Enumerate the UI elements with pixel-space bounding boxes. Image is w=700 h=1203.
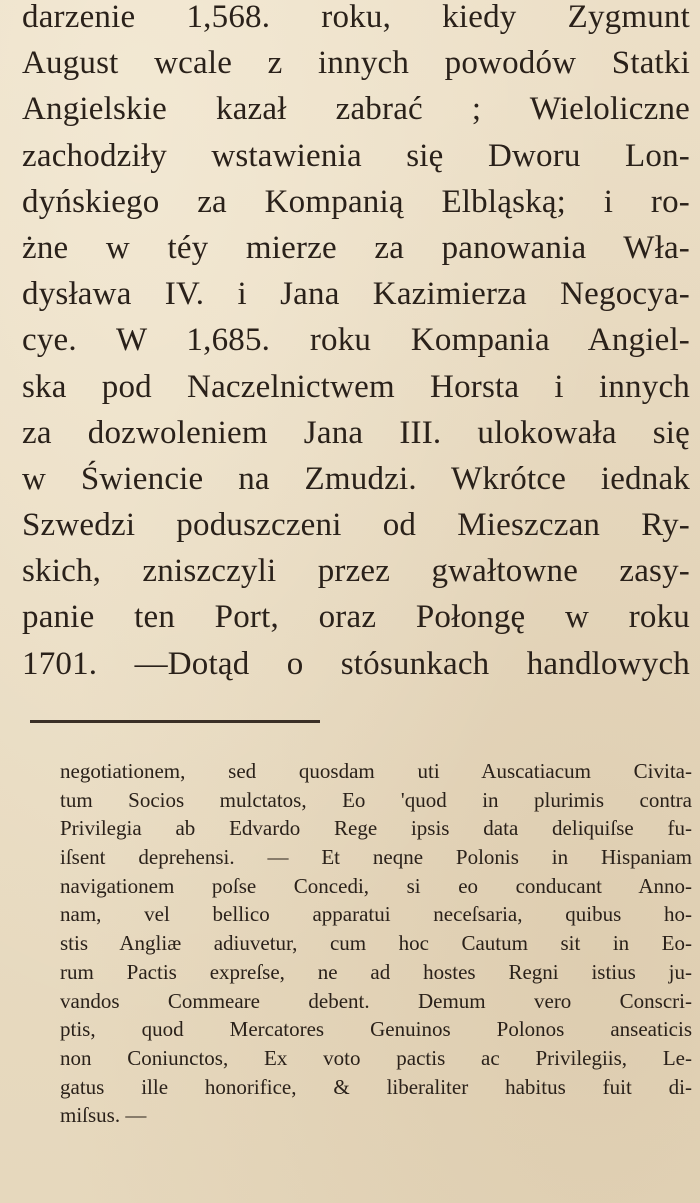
footnote-line: gatus ille honorifice, & liberaliter habitus fuit di- — [60, 1074, 692, 1099]
main-text-line: cye. W 1,685. roku Kompania Angiel- — [22, 322, 690, 359]
footnote-line: negotiationem, sed quosdam uti Auscatiacum Civita- — [60, 759, 692, 783]
footnote-line: vandos Commeare debent. Demum vero Conscri- — [60, 988, 692, 1013]
main-text-line: skich, zniszczyli przez gwałtowne zasy- — [22, 553, 690, 590]
main-text-line: żne w téy mierze za panowania Wła- — [22, 229, 690, 266]
footnote-block — [60, 757, 692, 1130]
main-text-line: dysława IV. i Jana Kazimierza Negocya- — [22, 276, 690, 313]
footnote-line: nam, vel bellico apparatui neceſsaria, quibus ho- — [60, 902, 692, 927]
main-text-line: dyńskiego za Kompanią Elbląską; i ro- — [22, 183, 690, 220]
footnote-line: Privilegia ab Edvardo Rege ipsis data deliquiſse fu- — [60, 816, 692, 841]
main-text-line: Szwedzi poduszczeni od Mieszczan Ry- — [22, 507, 690, 544]
footnote-line: stis Angliæ adiuvetur, cum hoc Cautum sit in Eo- — [60, 931, 692, 956]
main-text-line: August wcale z innych powodów Statki — [22, 45, 690, 82]
footnote-line: tum Socios mulctatos, Eo 'quod in plurimis contra — [60, 787, 692, 812]
footnote-line: navigationem poſse Concedi, si eo conducant Anno- — [60, 873, 692, 898]
main-text-line: zachodziły wstawienia się Dworu Lon- — [22, 137, 690, 174]
footnote-line: iſsent deprehensi. — Et neqne Polonis in Hispaniam — [60, 845, 692, 870]
main-text-block — [22, 0, 690, 687]
footnote-line: miſsus. — — [60, 1103, 147, 1128]
main-text-line: panie ten Port, oraz Połongę w roku — [22, 599, 690, 636]
main-text-line: 1701. —Dotąd o stósunkach handlowych — [22, 645, 690, 682]
main-text-line: darzenie 1,568. roku, kiedy Zygmunt — [22, 0, 690, 35]
main-text-line: Angielskie kazał zabrać ; Wieloliczne — [22, 91, 690, 128]
footnote-separator-rule — [30, 720, 320, 723]
main-text-line: w Świencie na Zmudzi. Wkrótce iednak — [22, 460, 690, 497]
main-text-line: ska pod Naczelnictwem Horsta i innych — [22, 368, 690, 405]
footnote-line: non Coniunctos, Ex voto pactis ac Privilegiis, Le- — [60, 1045, 692, 1070]
main-text-line: za dozwoleniem Jana III. ulokowała się — [22, 414, 690, 451]
footnote-line: rum Pactis expreſse, ne ad hostes Regni istius ju- — [60, 959, 692, 984]
footnote-line: ptis, quod Mercatores Genuinos Polonos anseaticis — [60, 1017, 692, 1042]
